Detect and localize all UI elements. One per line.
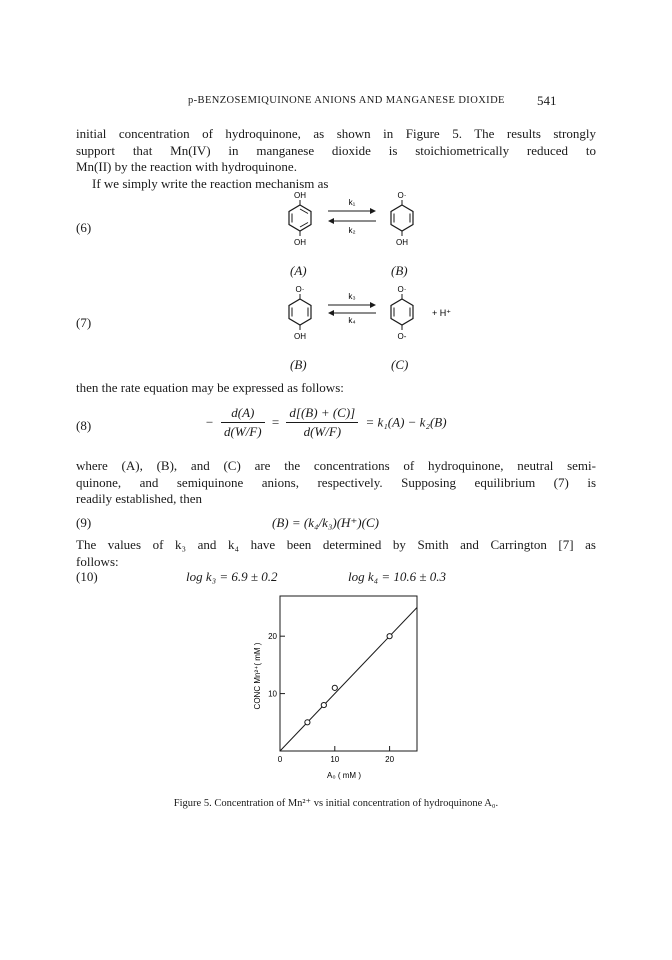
figure-caption: Figure 5. Concentration of Mn²⁺ vs initial concentration of hydroquinone A₀.	[173, 798, 499, 809]
page-number: 541	[537, 93, 557, 108]
text-line: then the rate equation may be expressed as follows:	[76, 380, 344, 395]
equation-8	[205, 405, 447, 440]
paragraph-1	[76, 126, 596, 192]
rate-constant-reverse: k₂	[348, 226, 356, 235]
equation-number-10: (10)	[76, 569, 98, 584]
text-line: If we simply write the reaction mechanism as	[92, 175, 329, 191]
rate-constant-forward: k₃	[348, 292, 356, 301]
eq8-fraction-2	[286, 405, 358, 440]
text-line: The values of k₃ and k₄ have been determined by Smith and Carrington [7] as	[76, 537, 596, 552]
text-line: support that Mn(IV) in manganese dioxide is stoichiometrically reduced to	[76, 142, 596, 158]
text-line: where (A), (B), and (C) are the concentrations of hydroquinone, neutral semi-	[76, 458, 596, 473]
eq8-rhs: = k₁(A) − k₂(B)	[365, 414, 447, 430]
left-bottom-group: OH	[294, 238, 306, 247]
eq8-frac2-numerator: d[(B) + (C)]	[286, 405, 358, 423]
equation-10-k4: log k₄ = 10.6 ± 0.3	[348, 569, 447, 584]
eq8-fraction-1	[221, 405, 265, 440]
figure-5-chart	[240, 590, 440, 785]
right-bottom-group: OH	[396, 238, 408, 247]
species-label-b: (B)	[290, 357, 307, 372]
semiquinone-anion-ring-icon	[391, 294, 413, 330]
data-point	[332, 685, 337, 690]
species-label-b: (B)	[391, 263, 408, 278]
left-top-group: OH	[294, 191, 306, 200]
left-top-group: O·	[295, 285, 305, 294]
data-point	[387, 634, 392, 639]
right-top-group: O·	[397, 285, 407, 294]
rate-intro	[76, 380, 596, 397]
x-tick-label: 10	[330, 755, 340, 764]
equation-number-6: (6)	[76, 220, 92, 235]
x-tick-label: 0	[277, 755, 283, 764]
plot-frame	[280, 596, 417, 751]
x-tick-label: 20	[385, 755, 395, 764]
text-line: follows:	[76, 553, 119, 569]
eq8-minus: −	[205, 414, 214, 430]
y-tick-label: 20	[268, 632, 277, 642]
right-bottom-group: O-	[397, 332, 407, 341]
fit-line	[280, 607, 417, 751]
equation-10-k3: log k₃ = 6.9 ± 0.2	[186, 569, 278, 584]
paragraph-3	[76, 537, 596, 570]
hydroquinone-ring-icon	[289, 200, 311, 236]
equation-7-scheme	[280, 284, 490, 346]
data-point	[305, 720, 310, 725]
x-axis-label: A₀ ( mM )	[327, 771, 361, 780]
y-axis-label: CONC Mn²⁺( mM )	[253, 642, 262, 710]
species-label-c: (C)	[391, 357, 409, 372]
right-top-group: O·	[397, 191, 407, 200]
left-bottom-group: OH	[294, 332, 306, 341]
equation-number-7: (7)	[76, 315, 92, 330]
rate-constant-reverse: k₄	[348, 316, 356, 325]
text-line: Mn(II) by the reaction with hydroquinone.	[76, 159, 297, 174]
equation-number-9: (9)	[76, 515, 92, 530]
running-header	[0, 95, 672, 111]
equation-9: (B) = (k₄/k₃)(H⁺)(C)	[272, 515, 379, 530]
equation-number-8: (8)	[76, 418, 92, 433]
species-label-a: (A)	[290, 263, 307, 278]
equation-6-scheme	[280, 190, 430, 252]
eq8-frac2-denominator: d(W/F)	[303, 424, 342, 439]
paragraph-2	[76, 458, 596, 508]
text-line: initial concentration of hydroquinone, as shown in Figure 5. The results strongly	[76, 126, 596, 141]
semiquinone-ring-icon	[289, 294, 311, 330]
eq8-frac1-numerator: d(A)	[221, 405, 265, 423]
semiquinone-ring-icon	[391, 200, 413, 236]
text-line: quinone, and semiquinone anions, respectively. Supposing equilibrium (7) is	[76, 474, 596, 490]
y-tick-label: 10	[268, 689, 277, 699]
rate-constant-forward: k₁	[348, 198, 356, 207]
text-line: readily established, then	[76, 491, 202, 506]
eq8-equals: =	[271, 414, 280, 430]
data-point	[321, 702, 326, 707]
eq8-frac1-denominator: d(W/F)	[224, 424, 262, 439]
proton-term: + H⁺	[432, 308, 452, 318]
running-title: p-BENZOSEMIQUINONE ANIONS AND MANGANESE DIOXIDE	[188, 95, 505, 106]
